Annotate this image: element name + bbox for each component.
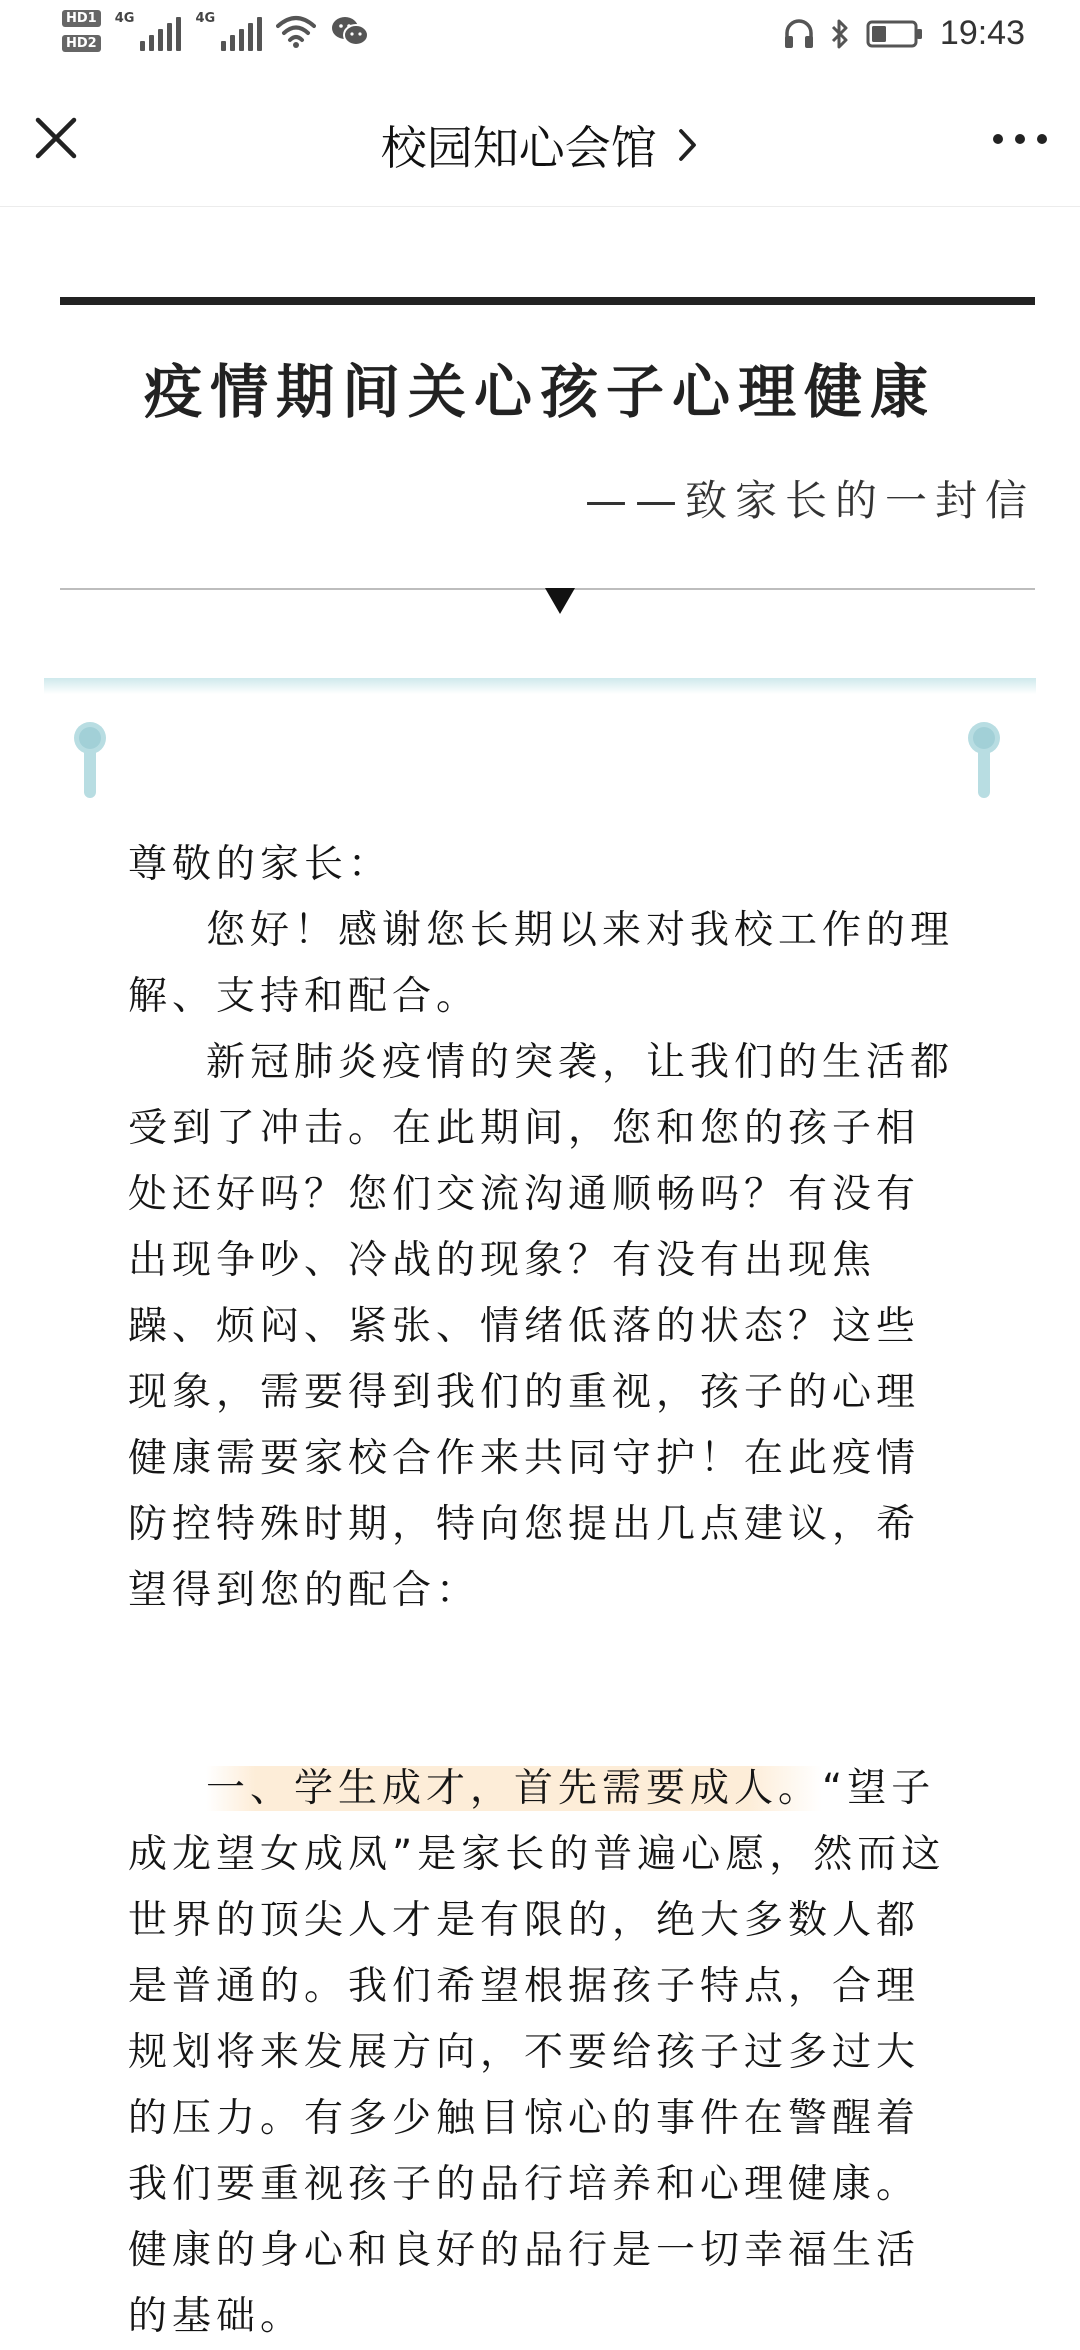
pin-icon — [966, 720, 1002, 800]
battery-icon — [866, 19, 924, 49]
paragraph-spacer — [128, 1624, 958, 1756]
more-icon[interactable] — [990, 124, 1050, 154]
letter-paragraph: 新冠肺炎疫情的突袭，让我们的生活都受到了冲击。在此期间，您和您的孩子相处还好吗？您们交流沟通顺畅吗？有没有出现争吵、冷战的现象？有没有出现焦躁、烦闷、紧张、情绪低落的状态？这些现象，需要得到我们的重视，孩子的心理健康需要家校合作来共同守护！在此疫情防控特殊时期，特向您提出几点建议，希望得到您的配合： — [128, 1040, 955, 1613]
network-type-2: 4G — [195, 11, 216, 26]
hd2-badge: HD2 — [62, 35, 101, 52]
article-subtitle: ——致家长的一封信 — [584, 476, 1035, 525]
section-heading: 一、学生成才，首先需要成人。 — [206, 1766, 823, 1811]
status-right — [784, 14, 1025, 53]
wifi-icon — [276, 14, 316, 48]
hd-indicators — [62, 10, 101, 52]
clock: 19:43 — [939, 14, 1025, 52]
letter-section-1 — [128, 1756, 958, 2350]
chevron-right-icon — [677, 125, 699, 165]
pin-icon — [72, 720, 108, 800]
nav-title-link[interactable] — [0, 112, 1080, 178]
letter-greeting: 尊敬的家长： — [128, 842, 393, 887]
signal-2-icon — [195, 11, 262, 51]
headphones-icon — [784, 18, 814, 50]
bluetooth-icon — [830, 18, 850, 50]
nav-title: 校园知心会馆 — [380, 121, 657, 175]
article-title: 疫情期间关心孩子心理健康 — [143, 358, 936, 426]
signal-1-icon — [115, 11, 182, 51]
letter-paragraph: 您好！感谢您长期以来对我校工作的理解、支持和配合。 — [128, 908, 955, 1019]
letter-top-band — [44, 678, 1036, 694]
status-left — [62, 10, 370, 52]
triangle-down-icon — [545, 588, 575, 614]
header-top-rule — [60, 297, 1035, 305]
wechat-icon — [330, 14, 370, 48]
nav-bar — [0, 72, 1080, 207]
hd1-badge: HD1 — [62, 10, 101, 27]
letter-body — [128, 832, 958, 2350]
section-body: “望子成龙望女成凤”是家长的普遍心愿，然而这世界的顶尖人才是有限的，绝大多数人都是普通的。我们希望根据孩子特点，合理规划将来发展方向，不要给孩子过多过大的压力。有多少触目惊心的事件在警醒着我们要重视孩子的品行培养和心理健康。健康的身心和良好的品行是一切幸福生活的基础。 — [128, 1766, 946, 2339]
status-bar — [0, 0, 1080, 72]
network-type-1: 4G — [114, 11, 135, 26]
